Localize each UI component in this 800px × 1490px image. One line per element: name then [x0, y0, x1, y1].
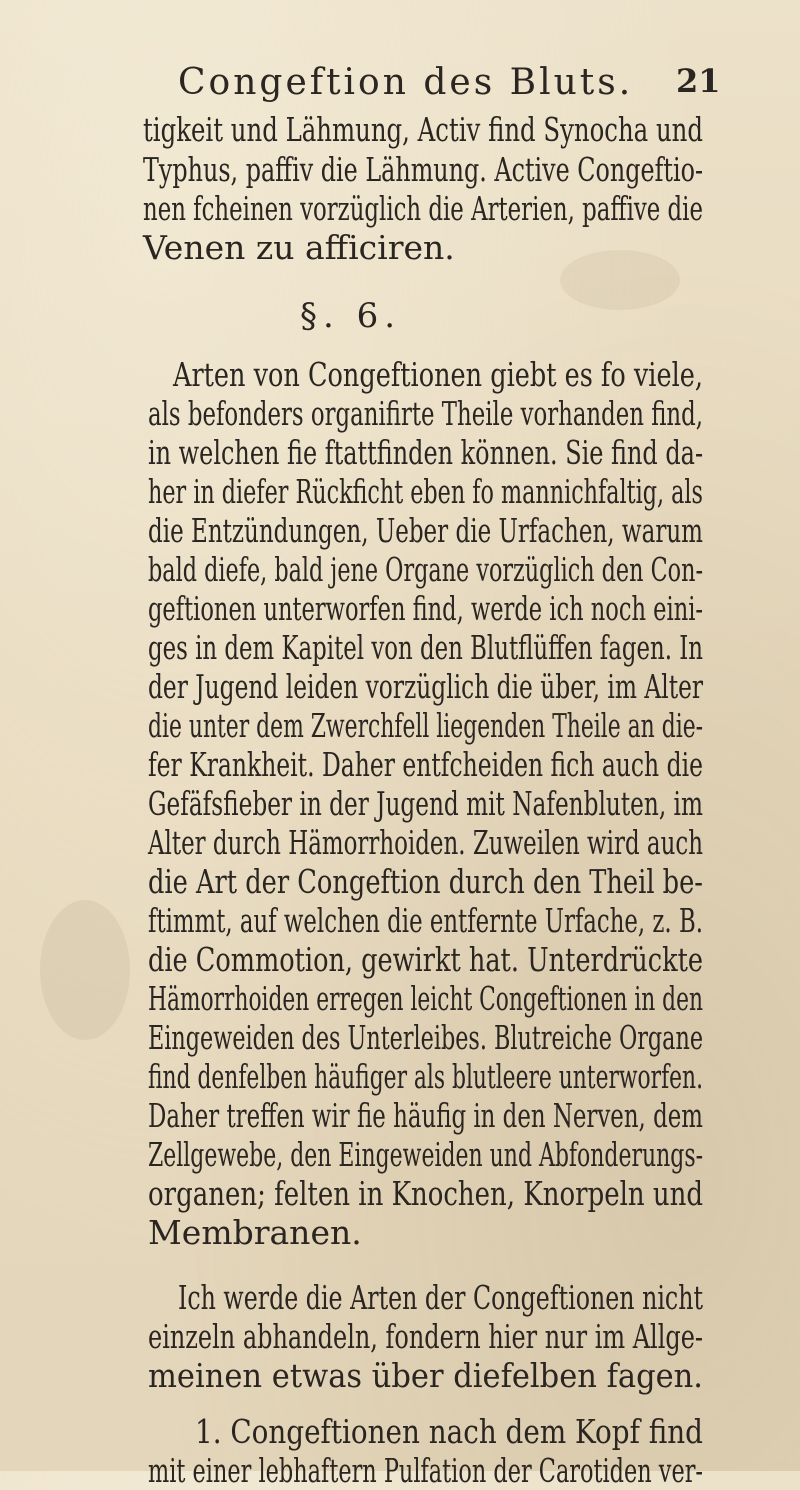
text-line: ges in dem Kapitel von den Blutflüffen fagen. In — [148, 628, 703, 667]
text-line: Venen zu afficiren. — [143, 228, 455, 267]
paper-stain — [560, 250, 680, 310]
text-line: Hämorrhoiden erregen leicht Congeftionen in den — [148, 979, 703, 1018]
text-line: mit einer lebhaftern Pulfation der Carotiden ver- — [148, 1451, 704, 1490]
text-line: fer Krankheit. Daher entfcheiden fich auch die — [148, 745, 703, 784]
text-line: meinen etwas über diefelben fagen. — [148, 1356, 704, 1395]
paragraph-start: Arten von Congeftionen giebt es fo viele, — [173, 355, 703, 394]
text-line: Gefäfsfieber in der Jugend mit Nafenbluten, im — [148, 784, 703, 823]
text-line: ftimmt, auf welchen die entfernte Urfache, z. B. — [148, 901, 703, 940]
text-line: organen; felten in Knochen, Knorpeln und — [148, 1174, 704, 1213]
text-line: Membranen. — [148, 1213, 362, 1252]
text-line: die Art der Congeftion durch den Theil be- — [148, 862, 703, 901]
text-line: die Entzündungen, Ueber die Urfachen, warum — [148, 511, 703, 550]
text-line: als befonders organifirte Theile vorhanden find, — [148, 394, 703, 433]
text-line: die unter dem Zwerchfell liegenden Theile an die- — [148, 706, 704, 745]
text-line: der Jugend leiden vorzüglich die über, im Alter — [148, 667, 704, 706]
text-line: Typhus, paffiv die Lähmung. Active Congeftio- — [143, 150, 704, 189]
running-head — [0, 62, 800, 106]
text-line: tigkeit und Lähmung, Activ find Synocha und — [143, 110, 704, 149]
text-line: Eingeweiden des Unterleibes. Blutreiche Organe — [148, 1018, 704, 1057]
paper-stain — [40, 900, 130, 1040]
numbered-item-start: 1. Congeftionen nach dem Kopf find — [195, 1412, 703, 1451]
text-line: Daher treffen wir fie häufig in den Nerven, dem — [148, 1096, 703, 1135]
text-line: Zellgewebe, den Eingeweiden und Abfonderungs- — [148, 1135, 704, 1174]
text-line: her in diefer Rückficht eben fo mannichfaltig, als — [148, 472, 703, 511]
running-title: Congeftion des Bluts. — [178, 62, 634, 103]
text-line: die Commotion, gewirkt hat. Unterdrückte — [148, 940, 703, 979]
text-line: bald diefe, bald jene Organe vorzüglich den Con- — [148, 550, 703, 589]
text-line: Alter durch Hämorrhoiden. Zuweilen wird auch — [148, 823, 703, 862]
paragraph-start: Ich werde die Arten der Congeftionen nicht — [178, 1278, 703, 1317]
page-number: 21 — [676, 62, 721, 100]
text-line: einzeln abhandeln, fondern hier nur im Allge- — [148, 1317, 704, 1356]
section-number: §. 6. — [300, 296, 402, 336]
text-line: in welchen fie ftattfinden können. Sie find da- — [148, 433, 704, 472]
text-line: nen fcheinen vorzüglich die Arterien, paffive die — [143, 189, 703, 228]
text-line: geftionen unterworfen find, werde ich noch eini- — [148, 589, 704, 628]
text-line: find denfelben häufiger als blutleere unterworfen. — [148, 1057, 704, 1096]
